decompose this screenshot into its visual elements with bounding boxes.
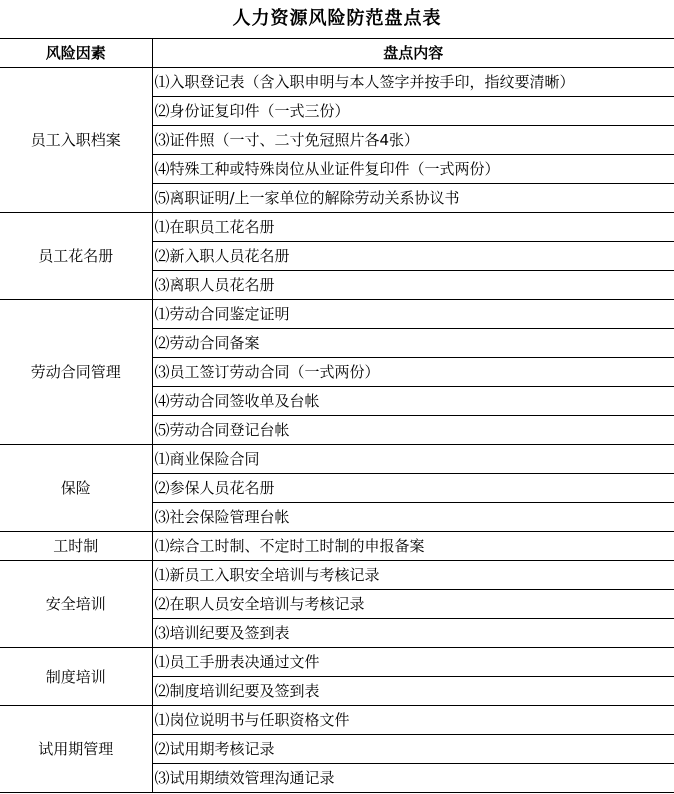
- inventory-item-cell: ⑴劳动合同鉴定证明: [152, 300, 674, 329]
- inventory-item-cell: ⑵在职人员安全培训与考核记录: [152, 590, 674, 619]
- risk-factor-cell: 工时制: [0, 532, 152, 561]
- inventory-item-cell: ⑵劳动合同备案: [152, 329, 674, 358]
- inventory-item-cell: ⑸劳动合同登记台帐: [152, 416, 674, 445]
- inventory-item-cell: ⑵参保人员花名册: [152, 474, 674, 503]
- risk-factor-cell: 保险: [0, 445, 152, 532]
- inventory-item-cell: ⑷特殊工种或特殊岗位从业证件复印件（一式两份）: [152, 155, 674, 184]
- inventory-item-cell: ⑶离职人员花名册: [152, 271, 674, 300]
- table-header-row: [0, 39, 674, 68]
- column-header-content: 盘点内容: [152, 39, 674, 68]
- inventory-item-cell: ⑶培训纪要及签到表: [152, 619, 674, 648]
- inventory-item-cell: ⑵身份证复印件（一式三份）: [152, 97, 674, 126]
- table-row: [0, 68, 674, 97]
- inventory-item-cell: ⑴在职员工花名册: [152, 213, 674, 242]
- inventory-item-cell: ⑴新员工入职安全培训与考核记录: [152, 561, 674, 590]
- inventory-item-cell: ⑵新入职人员花名册: [152, 242, 674, 271]
- table-row: [0, 648, 674, 677]
- page-title: 人力资源风险防范盘点表: [232, 8, 442, 29]
- risk-inventory-table: [0, 38, 674, 793]
- table-row: [0, 706, 674, 735]
- table-row: [0, 445, 674, 474]
- table-row: [0, 532, 674, 561]
- table-row: [0, 213, 674, 242]
- inventory-item-cell: ⑶社会保险管理台帐: [152, 503, 674, 532]
- table-body: [0, 68, 674, 793]
- table-row: [0, 561, 674, 590]
- inventory-item-cell: ⑴入职登记表（含入职申明与本人签字并按手印，指纹要清晰）: [152, 68, 674, 97]
- table-row: [0, 300, 674, 329]
- risk-factor-cell: 员工花名册: [0, 213, 152, 300]
- risk-factor-cell: 安全培训: [0, 561, 152, 648]
- inventory-item-cell: ⑶员工签订劳动合同（一式两份）: [152, 358, 674, 387]
- inventory-item-cell: ⑴员工手册表决通过文件: [152, 648, 674, 677]
- inventory-item-cell: ⑵试用期考核记录: [152, 735, 674, 764]
- inventory-item-cell: ⑴商业保险合同: [152, 445, 674, 474]
- inventory-item-cell: ⑴综合工时制、不定时工时制的申报备案: [152, 532, 674, 561]
- column-header-factor: 风险因素: [0, 39, 152, 68]
- inventory-item-cell: ⑶试用期绩效管理沟通记录: [152, 764, 674, 793]
- risk-factor-cell: 制度培训: [0, 648, 152, 706]
- inventory-item-cell: ⑵制度培训纪要及签到表: [152, 677, 674, 706]
- inventory-item-cell: ⑶证件照（一寸、二寸免冠照片各4张）: [152, 126, 674, 155]
- inventory-item-cell: ⑷劳动合同签收单及台帐: [152, 387, 674, 416]
- inventory-item-cell: ⑸离职证明/上一家单位的解除劳动关系协议书: [152, 184, 674, 213]
- risk-factor-cell: 试用期管理: [0, 706, 152, 793]
- risk-factor-cell: 员工入职档案: [0, 68, 152, 213]
- inventory-item-cell: ⑴岗位说明书与任职资格文件: [152, 706, 674, 735]
- risk-factor-cell: 劳动合同管理: [0, 300, 152, 445]
